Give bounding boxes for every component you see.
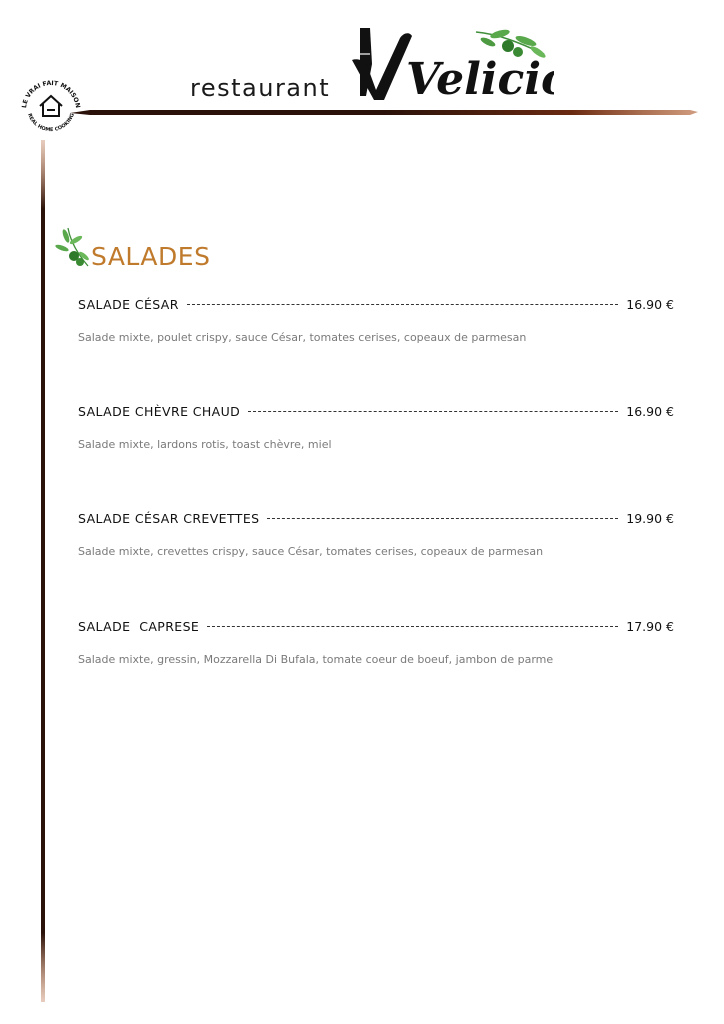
menu-item	[78, 404, 674, 451]
seal-bottom-text: REAL HOME COOKING	[26, 112, 76, 134]
dotted-leader	[187, 304, 618, 305]
page-header	[0, 0, 724, 134]
menu-item	[78, 511, 674, 558]
logo-text: Velicio	[406, 54, 554, 105]
dotted-leader	[267, 518, 618, 519]
menu-item-price: 16.90 €	[626, 297, 674, 312]
menu-item-description: Salade mixte, crevettes crispy, sauce César, tomates cerises, copeaux de parmesan	[78, 545, 544, 558]
header-divider	[70, 104, 698, 116]
menu-item-price: 19.90 €	[626, 511, 674, 526]
menu-item-description: Salade mixte, gressin, Mozzarella Di Bufala, tomate coeur de boeuf, jambon de parme	[78, 653, 554, 666]
seal-top-text: LE VRAI FAIT MAISON	[21, 79, 82, 109]
menu-item-description: Salade mixte, lardons rotis, toast chèvre, miel	[78, 438, 332, 451]
brand-word: restaurant	[190, 74, 331, 102]
menu-item	[78, 619, 674, 666]
menu-item-price: 16.90 €	[626, 404, 674, 419]
menu-item-line	[78, 404, 674, 424]
house-icon	[40, 96, 62, 116]
dotted-leader	[207, 626, 618, 627]
menu-item	[78, 297, 674, 344]
left-border-rule	[36, 140, 50, 1002]
menu-item-name: SALADE CÉSAR CREVETTES	[78, 511, 260, 526]
menu-item-description: Salade mixte, poulet crispy, sauce César, tomates cerises, copeaux de parmesan	[78, 331, 527, 344]
menu-item-name: SALADE CHÈVRE CHAUD	[78, 404, 241, 419]
menu-item-price: 17.90 €	[626, 619, 674, 634]
menu-item-line	[78, 511, 674, 531]
olive-branch-icon	[54, 226, 92, 272]
menu-item-name: SALADE CAPRESE	[78, 619, 200, 634]
home-cooking-seal	[16, 74, 86, 144]
menu-item-line	[78, 619, 674, 639]
svg-text:LE VRAI FAIT MAISON	[21, 80, 81, 109]
section-heading	[54, 226, 354, 276]
section-title: SALADES	[91, 242, 211, 271]
menu-item-line	[78, 297, 674, 317]
menu-item-name: SALADE CÉSAR	[78, 297, 179, 312]
brand-logo	[348, 24, 554, 106]
dotted-leader	[248, 411, 618, 412]
